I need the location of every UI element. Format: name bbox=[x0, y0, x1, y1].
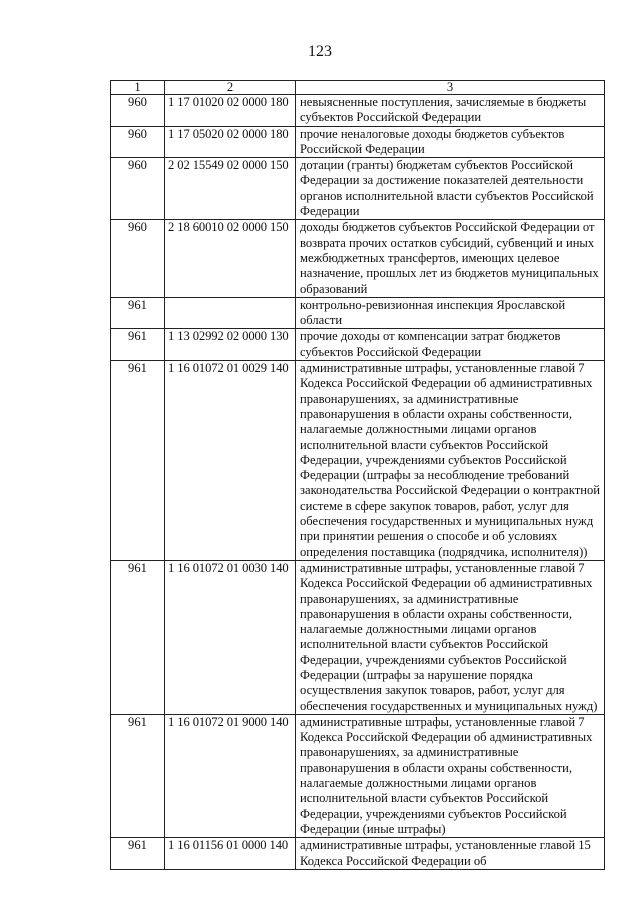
kbk-code-cell: 1 16 01072 01 0030 140 bbox=[165, 560, 296, 714]
table-row bbox=[111, 361, 605, 561]
table-row bbox=[111, 329, 605, 361]
admin-code-cell: 961 bbox=[111, 361, 165, 561]
table-row bbox=[111, 220, 605, 297]
kbk-code-cell: 1 17 01020 02 0000 180 bbox=[165, 95, 296, 127]
admin-code-cell: 961 bbox=[111, 838, 165, 870]
description-cell: прочие доходы от компенсации затрат бюджетов субъектов Российской Федерации bbox=[296, 329, 605, 361]
description-cell: дотации (гранты) бюджетам субъектов Российской Федерации за достижение показателей деятельности органов исполнительной власти субъектов Российской Федерации bbox=[296, 158, 605, 220]
description-cell: прочие неналоговые доходы бюджетов субъектов Российской Федерации bbox=[296, 126, 605, 158]
kbk-code-cell: 1 16 01156 01 0000 140 bbox=[165, 838, 296, 870]
kbk-code-cell: 1 16 01072 01 9000 140 bbox=[165, 714, 296, 837]
table-row bbox=[111, 560, 605, 714]
admin-code-cell: 960 bbox=[111, 126, 165, 158]
table-row bbox=[111, 714, 605, 837]
kbk-code-cell bbox=[165, 297, 296, 329]
description-cell: доходы бюджетов субъектов Российской Федерации от возврата прочих остатков субсидий, субвенций и иных межбюджетных трансфертов, имеющих целевое назначение, прошлых лет из бюджетов муниципальных образований bbox=[296, 220, 605, 297]
column-number-2: 2 bbox=[165, 81, 296, 95]
kbk-code-cell: 1 13 02992 02 0000 130 bbox=[165, 329, 296, 361]
admin-code-cell: 960 bbox=[111, 158, 165, 220]
kbk-code-cell: 1 16 01072 01 0029 140 bbox=[165, 361, 296, 561]
admin-code-cell: 961 bbox=[111, 329, 165, 361]
description-cell: административные штрафы, установленные главой 7 Кодекса Российской Федерации об административных правонарушениях, за административные правонарушения в области охраны собственности, налагаемые должностными лицами органов исполнительной власти субъектов Российской Федерации, учреждениями субъектов Российской Федерации (иные штрафы) bbox=[296, 714, 605, 837]
kbk-code-cell: 2 02 15549 02 0000 150 bbox=[165, 158, 296, 220]
description-cell: невыясненные поступления, зачисляемые в бюджеты субъектов Российской Федерации bbox=[296, 95, 605, 127]
table-row bbox=[111, 95, 605, 127]
table-row bbox=[111, 297, 605, 329]
kbk-code-cell: 2 18 60010 02 0000 150 bbox=[165, 220, 296, 297]
kbk-code-cell: 1 17 05020 02 0000 180 bbox=[165, 126, 296, 158]
admin-code-cell: 961 bbox=[111, 560, 165, 714]
description-cell: административные штрафы, установленные главой 7 Кодекса Российской Федерации об административных правонарушениях, за административные правонарушения в области охраны собственности, налагаемые должностными лицами органов исполнительной власти субъектов Российской Федерации, учреждениями субъектов Российской Федерации (штрафы за несоблюдение требований законодательства Российской Федерации о контрактной системе в сфере закупок товаров, работ, услуг для обеспечения государственных и муниципальных нужд при принятии решения о способе и об условиях определения поставщика (подрядчика, исполнителя)) bbox=[296, 361, 605, 561]
description-cell: контрольно-ревизионная инспекция Ярославской области bbox=[296, 297, 605, 329]
column-number-1: 1 bbox=[111, 81, 165, 95]
admin-code-cell: 960 bbox=[111, 95, 165, 127]
admin-code-cell: 961 bbox=[111, 297, 165, 329]
page-number: 123 bbox=[308, 43, 332, 60]
budget-revenue-table bbox=[110, 80, 605, 870]
table-row bbox=[111, 126, 605, 158]
table-header-row bbox=[111, 81, 605, 95]
column-number-3: 3 bbox=[296, 81, 605, 95]
table-row bbox=[111, 158, 605, 220]
table-row bbox=[111, 838, 605, 870]
admin-code-cell: 960 bbox=[111, 220, 165, 297]
description-cell: административные штрафы, установленные главой 15 Кодекса Российской Федерации об bbox=[296, 838, 605, 870]
admin-code-cell: 961 bbox=[111, 714, 165, 837]
description-cell: административные штрафы, установленные главой 7 Кодекса Российской Федерации об административных правонарушениях, за административные правонарушения в области охраны собственности, налагаемые должностными лицами органов исполнительной власти субъектов Российской Федерации, учреждениями субъектов Российской Федерации (штрафы за нарушение порядка осуществления закупок товаров, работ, услуг для обеспечения государственных и муниципальных нужд) bbox=[296, 560, 605, 714]
